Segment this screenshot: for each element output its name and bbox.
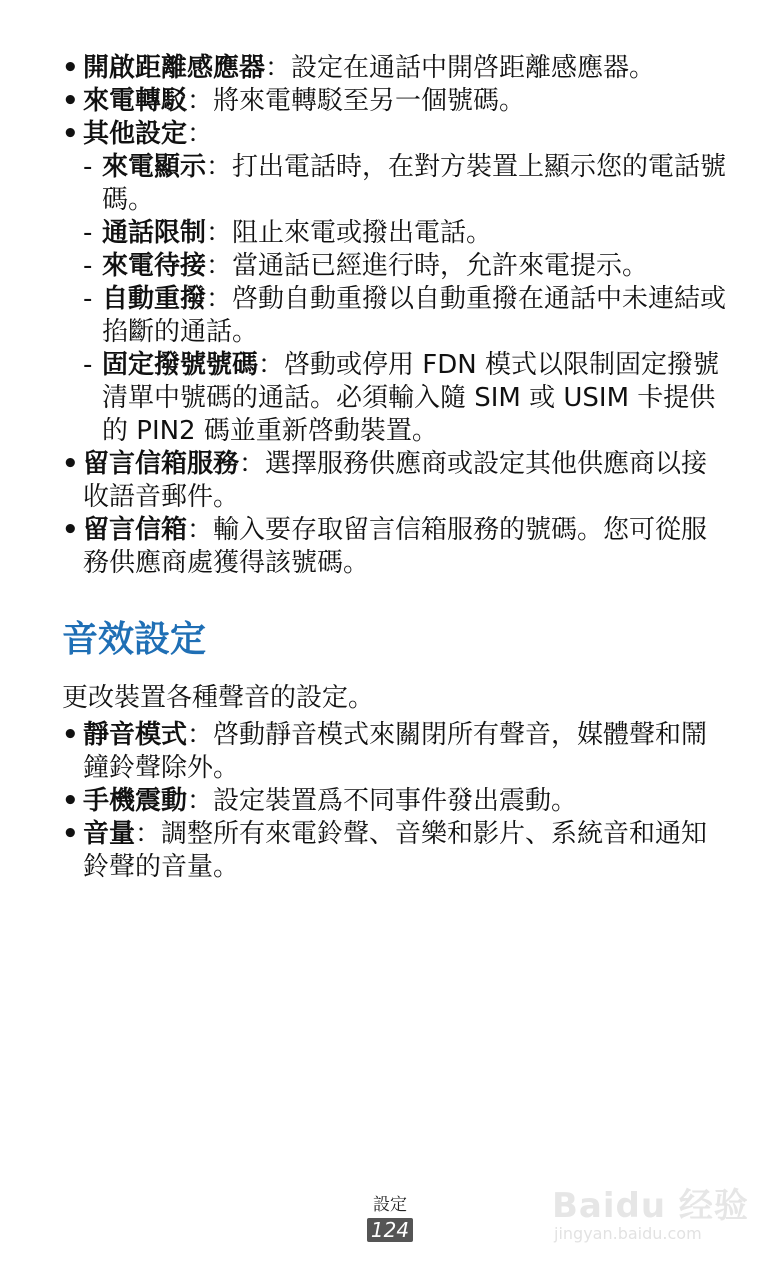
item-term: 來電顯示 — [102, 152, 207, 182]
dash-icon: - — [83, 218, 93, 248]
bullet-icon: • — [62, 53, 79, 83]
item-description: ：輸入要存取留言信箱服務的號碼。您可從服務供應商處獲得該號碼。 — [83, 515, 708, 578]
sub-list-item — [83, 283, 732, 349]
sound-settings-list — [62, 719, 732, 884]
item-description: ：阻止來電或撥出電話。 — [206, 218, 493, 248]
item-term: 音量 — [83, 819, 136, 849]
bullet-icon: • — [62, 786, 79, 816]
bullet-icon: • — [62, 86, 79, 116]
item-term: 留言信箱服務 — [83, 449, 240, 479]
list-item — [62, 514, 732, 580]
dash-icon: - — [83, 152, 93, 182]
bullet-icon: • — [62, 720, 79, 750]
section-intro: 更改裝置各種聲音的設定。 — [62, 683, 375, 713]
item-term: 固定撥號號碼 — [102, 350, 259, 380]
item-description: ：打出電話時，在對方裝置上顯示您的電話號碼。 — [102, 152, 727, 215]
item-description: ： — [187, 119, 214, 149]
item-description: ：啓動自動重撥以自動重撥在通話中未連結或掐斷的通話。 — [102, 284, 727, 347]
document-page — [62, 52, 732, 884]
item-term: 靜音模式 — [83, 720, 188, 750]
list-item — [62, 85, 732, 118]
item-description: ：選擇服務供應商或設定其他供應商以接收語音郵件。 — [83, 449, 708, 512]
page-number: 124 — [367, 1218, 413, 1242]
dash-icon: - — [83, 251, 93, 281]
item-description: ：啓動或停用 FDN 模式以限制固定撥號清單中號碼的通話。必須輸入隨 SIM 或 USIM 卡提供的 PIN2 碼並重新啓動裝置。 — [102, 350, 719, 446]
item-description: ：將來電轉駁至另一個號碼。 — [187, 86, 526, 116]
list-item — [62, 52, 732, 85]
item-term: 通話限制 — [102, 218, 207, 248]
item-term: 開啟距離感應器 — [83, 53, 266, 83]
watermark-url: jingyan.baidu.com — [554, 1224, 702, 1243]
bullet-icon: • — [62, 819, 79, 849]
bullet-icon: • — [62, 515, 79, 545]
sub-list-item — [83, 217, 732, 250]
list-item — [62, 448, 732, 514]
list-item — [62, 719, 732, 785]
item-term: 手機震動 — [83, 786, 188, 816]
other-settings-sublist — [83, 151, 732, 448]
sub-list-item — [83, 349, 732, 448]
item-description: ：調整所有來電鈴聲、音樂和影片、系統音和通知鈴聲的音量。 — [83, 819, 708, 882]
section-title: 音效設定 — [62, 619, 207, 660]
item-description: ：設定裝置爲不同事件發出震動。 — [187, 786, 578, 816]
sub-list-item — [83, 151, 732, 217]
list-item — [62, 785, 732, 818]
item-description: ：啓動靜音模式來關閉所有聲音，媒體聲和鬧鐘鈴聲除外。 — [83, 720, 708, 783]
footer-section-label: 設定 — [373, 1195, 407, 1215]
bullet-icon: • — [62, 449, 79, 479]
item-term: 其他設定 — [83, 119, 188, 149]
item-term: 來電待接 — [102, 251, 207, 281]
list-item — [62, 818, 732, 884]
item-term: 來電轉駁 — [83, 86, 188, 116]
item-term: 自動重撥 — [102, 284, 207, 314]
dash-icon: - — [83, 284, 93, 314]
item-description: ：當通話已經進行時，允許來電提示。 — [206, 251, 649, 281]
list-item — [62, 118, 732, 448]
bullet-icon: • — [62, 119, 79, 149]
sub-list-item — [83, 250, 732, 283]
baidu-watermark — [552, 1178, 772, 1258]
call-settings-list — [62, 52, 732, 580]
watermark-brand: Baidu 经验 — [552, 1186, 749, 1226]
item-description: ：設定在通話中開啓距離感應器。 — [265, 53, 656, 83]
item-term: 留言信箱 — [83, 515, 188, 545]
dash-icon: - — [83, 350, 93, 380]
